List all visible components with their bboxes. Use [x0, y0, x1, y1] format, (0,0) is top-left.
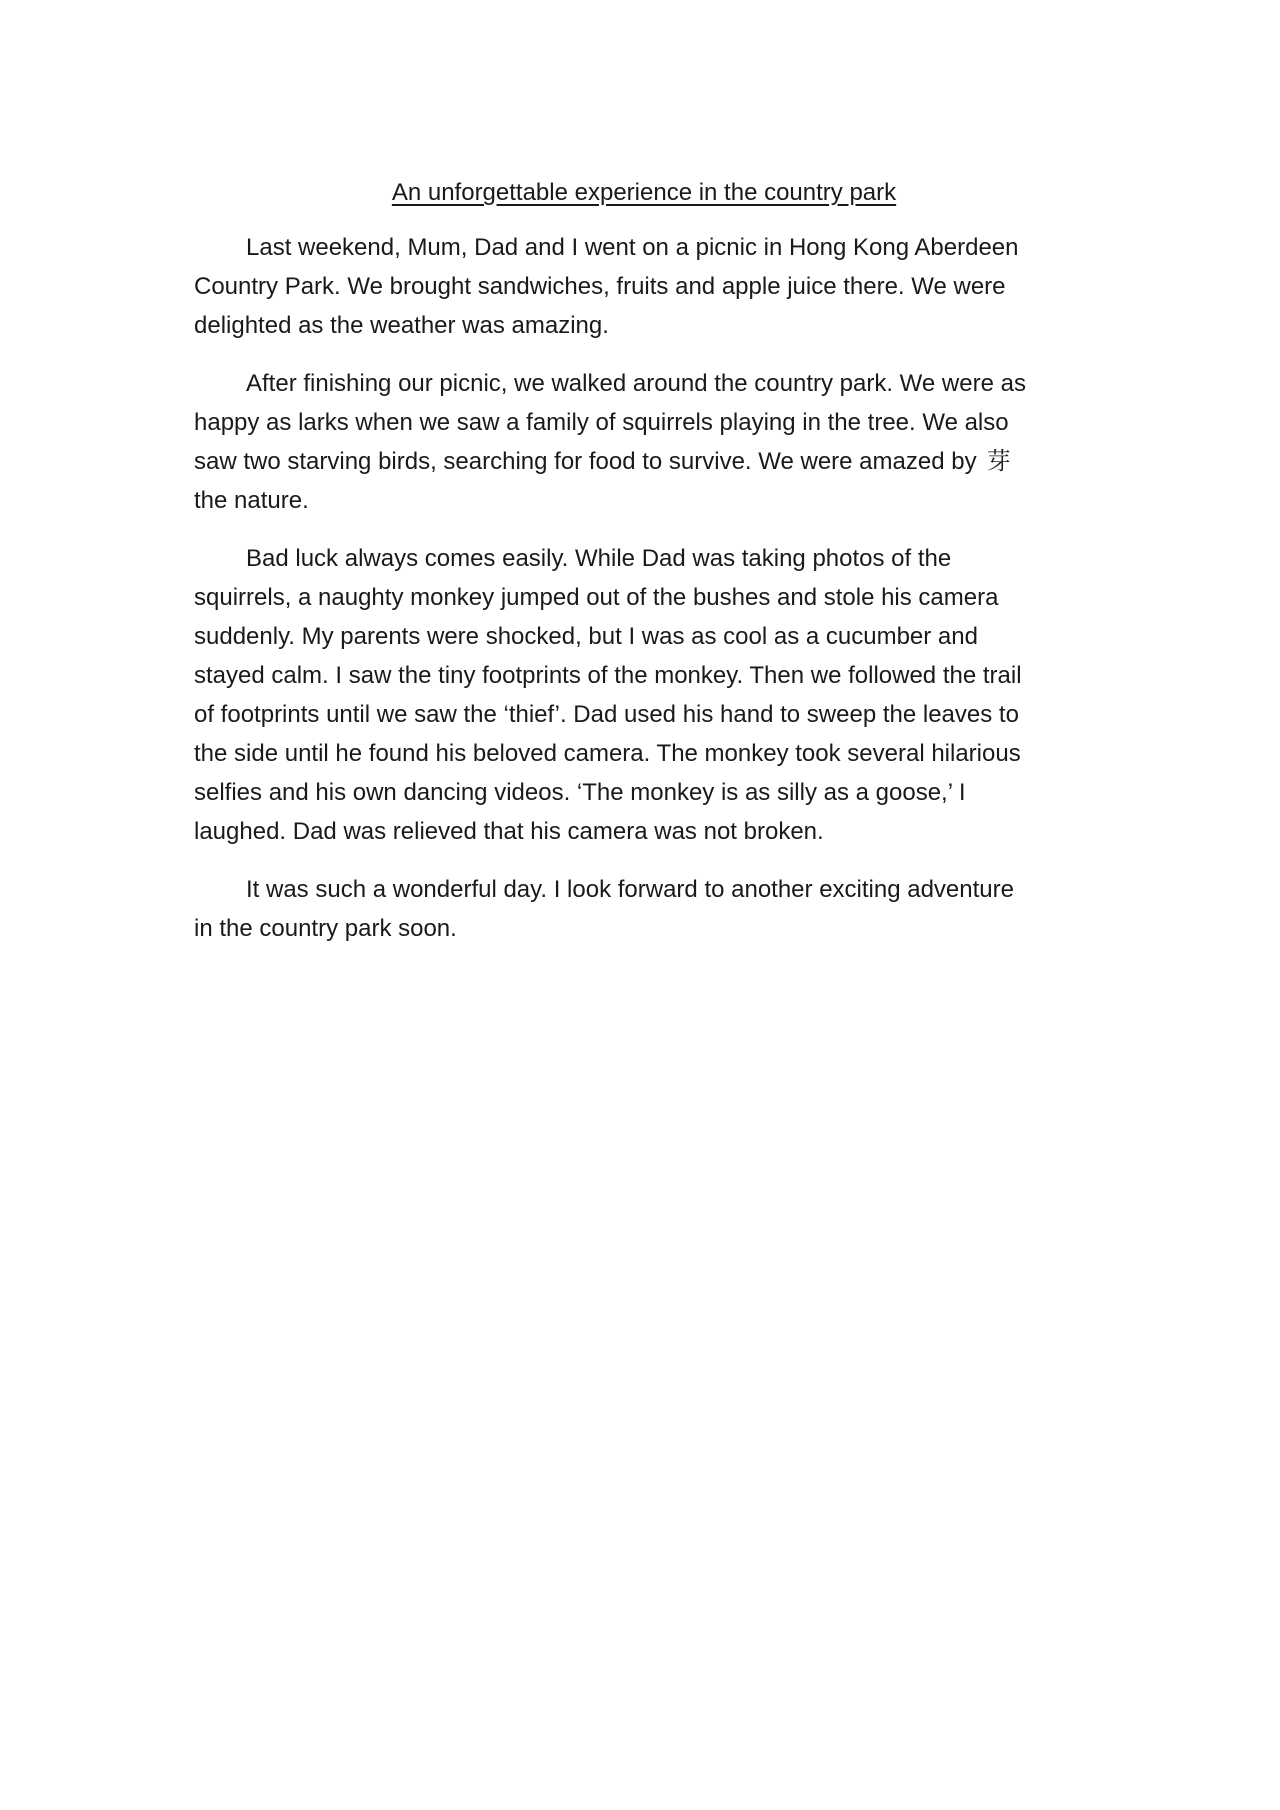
paragraph-2 — [194, 364, 1094, 520]
paragraph-line: the nature. — [194, 487, 309, 514]
paragraph-line: stayed calm. I saw the tiny footprints of the monkey. Then we followed the trail — [194, 662, 1022, 689]
paragraph-line: Bad luck always comes easily. While Dad was taking photos of the — [246, 545, 952, 572]
paragraph-line: selfies and his own dancing videos. ‘The monkey is as silly as a goose,’ I — [194, 779, 966, 806]
paragraph-line: Country Park. We brought sandwiches, fruits and apple juice there. We were — [194, 273, 1006, 300]
stray-character: 芽 — [986, 447, 1011, 475]
paragraph-line-text: saw two starving birds, searching for food to survive. We were amazed by — [194, 448, 977, 475]
paragraph-line: of footprints until we saw the ‘thief’. Dad used his hand to sweep the leaves to — [194, 701, 1019, 728]
document-body — [194, 176, 1094, 967]
paragraph-line: squirrels, a naughty monkey jumped out of the bushes and stole his camera — [194, 584, 999, 611]
paragraph-3 — [194, 539, 1094, 851]
paragraph-line: happy as larks when we saw a family of squirrels playing in the tree. We also — [194, 409, 1009, 436]
paragraph-line: It was such a wonderful day. I look forward to another exciting adventure — [246, 876, 1014, 903]
document-title: An unforgettable experience in the country park — [391, 179, 897, 206]
paragraph-line: delighted as the weather was amazing. — [194, 312, 609, 339]
paragraph-1 — [194, 228, 1094, 345]
paragraph-line: suddenly. My parents were shocked, but I was as cool as a cucumber and — [194, 623, 978, 650]
paragraph-line: in the country park soon. — [194, 915, 457, 942]
paragraph-line — [194, 442, 1094, 481]
paragraph-line: Last weekend, Mum, Dad and I went on a picnic in Hong Kong Aberdeen — [246, 234, 1019, 261]
paragraph-4 — [194, 870, 1094, 948]
paragraph-line: After finishing our picnic, we walked around the country park. We were as — [246, 370, 1026, 397]
paragraph-line: laughed. Dad was relieved that his camera was not broken. — [194, 818, 824, 845]
paragraph-line: the side until he found his beloved camera. The monkey took several hilarious — [194, 740, 1021, 767]
